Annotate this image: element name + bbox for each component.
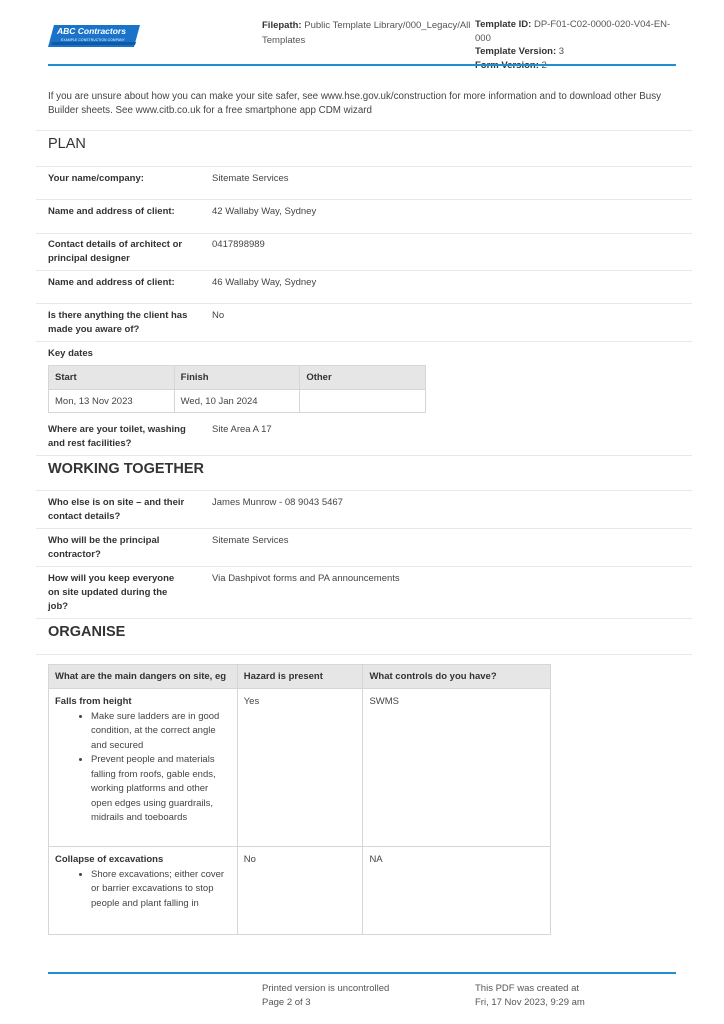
- logo-subtext: EXAMPLE CONSTRUCTION COMPANY: [61, 38, 125, 42]
- uncontrolled-notice: Printed version is uncontrolled: [262, 983, 390, 994]
- divider: [36, 528, 692, 529]
- hazard-present-cell: Yes: [237, 689, 363, 847]
- controls-cell: NA: [363, 847, 551, 935]
- field-value-principal-contractor: Sitemate Services: [212, 535, 289, 546]
- created-timestamp: Fri, 17 Nov 2023, 9:29 am: [475, 996, 585, 1008]
- field-label-principal-contractor: Who will be the principal contractor?: [48, 535, 160, 560]
- table-row: [49, 847, 551, 935]
- field-label-facilities: Where are your toilet, washing and rest facilities?: [48, 424, 186, 449]
- column-header-other: Other: [300, 366, 426, 390]
- controls-cell: SWMS: [363, 689, 551, 847]
- table-header-row: [49, 665, 551, 689]
- filepath: [262, 18, 472, 48]
- hazard-present-cell: No: [237, 847, 363, 935]
- field-label-client-address: Name and address of client:: [48, 206, 175, 217]
- divider: [36, 455, 692, 456]
- divider: [36, 341, 692, 342]
- list-item: • Prevent people and materials falling from roofs, gable ends, working platforms and other open edges using guardrails, midrails and toeboards: [91, 753, 231, 826]
- field-label-name-company: Your name/company:: [48, 173, 144, 184]
- danger-bullet-list: [91, 868, 231, 912]
- field-label-architect-contact: Contact details of architect or principal designer: [48, 239, 183, 264]
- field-label-client-address-2: Name and address of client:: [48, 277, 175, 288]
- filepath-value: Public Template Library/000_Legacy/All Templates: [262, 20, 471, 46]
- table-row: [49, 689, 551, 847]
- template-version-value: 3: [558, 46, 565, 57]
- field-label-others-on-site: Who else is on site – and their contact details?: [48, 497, 185, 522]
- divider: [36, 654, 692, 655]
- divider: [36, 270, 692, 271]
- filepath-label: Filepath:: [262, 20, 302, 31]
- footer-page-info: [262, 982, 452, 1009]
- template-version-label: Template Version:: [475, 46, 557, 57]
- field-value-client-address-2: 46 Wallaby Way, Sydney: [212, 277, 317, 288]
- divider: [36, 199, 692, 200]
- field-value-facilities: Site Area A 17: [212, 424, 272, 435]
- section-title-working-together: WORKING TOGETHER: [48, 461, 205, 477]
- table-header-row: [49, 366, 426, 390]
- column-header-hazard-present: Hazard is present: [237, 665, 363, 689]
- hazards-table: [48, 664, 551, 935]
- field-value-keep-updated: Via Dashpivot forms and PA announcements: [212, 573, 400, 584]
- list-item: • Make sure ladders are in good condition, at the correct angle and secured: [91, 710, 231, 754]
- company-logo: [48, 24, 140, 48]
- header-divider: [48, 64, 676, 66]
- divider: [36, 566, 692, 567]
- template-id-label: Template ID:: [475, 19, 532, 30]
- column-header-finish: Finish: [174, 366, 300, 390]
- finish-date-cell: Wed, 10 Jan 2024: [174, 390, 300, 413]
- intro-text: If you are unsure about how you can make your site safer, see www.hse.gov.uk/construction for more information and to download other Busy Builder sheets. See www.citb.co.uk for a free smartphone app CDM wizard: [48, 91, 661, 116]
- table-row: [49, 390, 426, 413]
- field-value-client-address: 42 Wallaby Way, Sydney: [212, 206, 317, 217]
- footer-created-info: [475, 982, 665, 1009]
- start-date-cell: Mon, 13 Nov 2023: [49, 390, 175, 413]
- danger-name: Falls from height: [55, 696, 132, 707]
- danger-cell: [49, 847, 238, 935]
- field-label-client-aware: Is there anything the client has made you aware of?: [48, 310, 188, 335]
- divider: [36, 233, 692, 234]
- column-header-controls: What controls do you have?: [363, 665, 551, 689]
- column-header-dangers: What are the main dangers on site, eg: [49, 665, 238, 689]
- danger-name: Collapse of excavations: [55, 854, 164, 865]
- divider: [36, 303, 692, 304]
- divider: [36, 166, 692, 167]
- key-dates-label: Key dates: [48, 348, 93, 359]
- field-value-architect-contact: 0417898989: [212, 239, 265, 250]
- field-value-client-aware: No: [212, 310, 225, 321]
- field-label-keep-updated: How will you keep everyone on site updated during the job?: [48, 573, 175, 612]
- created-label: This PDF was created at: [475, 983, 580, 994]
- list-item: • Shore excavations; either cover or barrier excavations to stop people and plant falling in: [91, 868, 231, 912]
- divider: [36, 490, 692, 491]
- divider: [36, 618, 692, 619]
- other-date-cell: [300, 390, 426, 413]
- section-title-organise: ORGANISE: [48, 624, 126, 640]
- section-title-plan: PLAN: [48, 136, 86, 152]
- column-header-start: Start: [49, 366, 175, 390]
- key-dates-table: [48, 365, 426, 413]
- field-value-name-company: Sitemate Services: [212, 173, 289, 184]
- danger-bullet-list: [91, 710, 231, 826]
- divider: [36, 130, 692, 131]
- field-value-others-on-site: James Munrow - 08 9043 5467: [212, 497, 343, 508]
- danger-cell: [49, 689, 238, 847]
- page-number: Page 2 of 3: [262, 996, 311, 1008]
- logo-text: ABC Contractors: [57, 26, 126, 36]
- page-header: [48, 14, 676, 64]
- template-id-value: DP-F01-C02-0000-020-V04-EN-000: [475, 19, 671, 44]
- footer-divider: [48, 972, 676, 974]
